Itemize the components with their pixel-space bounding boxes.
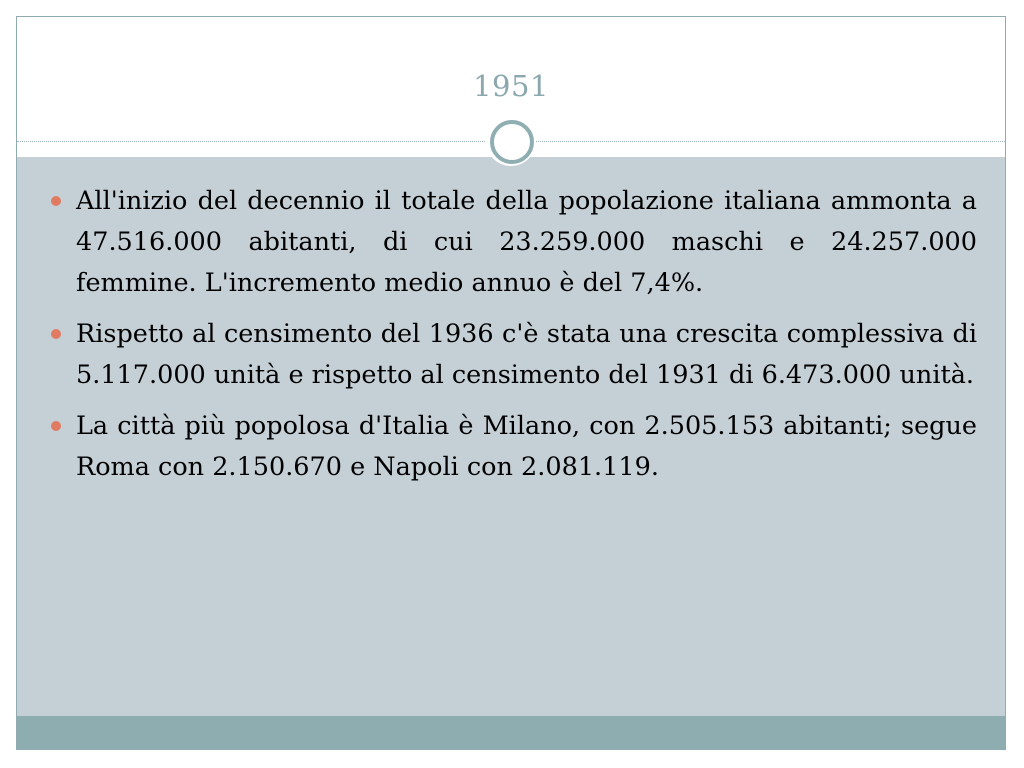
divider-ring-icon xyxy=(490,120,534,164)
slide xyxy=(16,16,1006,750)
bottom-bar xyxy=(17,716,1005,750)
bullet-item xyxy=(51,181,977,304)
bullet-text: Rispetto al censimento del 1936 c'è stata una crescita complessiva di 5.117.000 unità e rispetto al censimento del 1931 di 6.473.000 unità. xyxy=(76,319,977,390)
bullet-text: La città più popolosa d'Italia è Milano, con 2.505.153 abitanti; segue Roma con 2.150.670 e Napoli con 2.081.119. xyxy=(76,411,977,482)
bullet-dot-icon xyxy=(51,196,61,206)
bullet-dot-icon xyxy=(51,329,61,339)
slide-title: 1951 xyxy=(473,69,549,103)
bullet-list xyxy=(51,181,977,498)
bullet-text: All'inizio del decennio il totale della popolazione italiana ammonta a 47.516.000 abitanti, di cui 23.259.000 maschi e 24.257.000 femmine. L'incremento medio annuo è del 7,4%. xyxy=(76,186,977,298)
bullet-item xyxy=(51,406,977,488)
bullet-dot-icon xyxy=(51,421,61,431)
bullet-item xyxy=(51,314,977,396)
